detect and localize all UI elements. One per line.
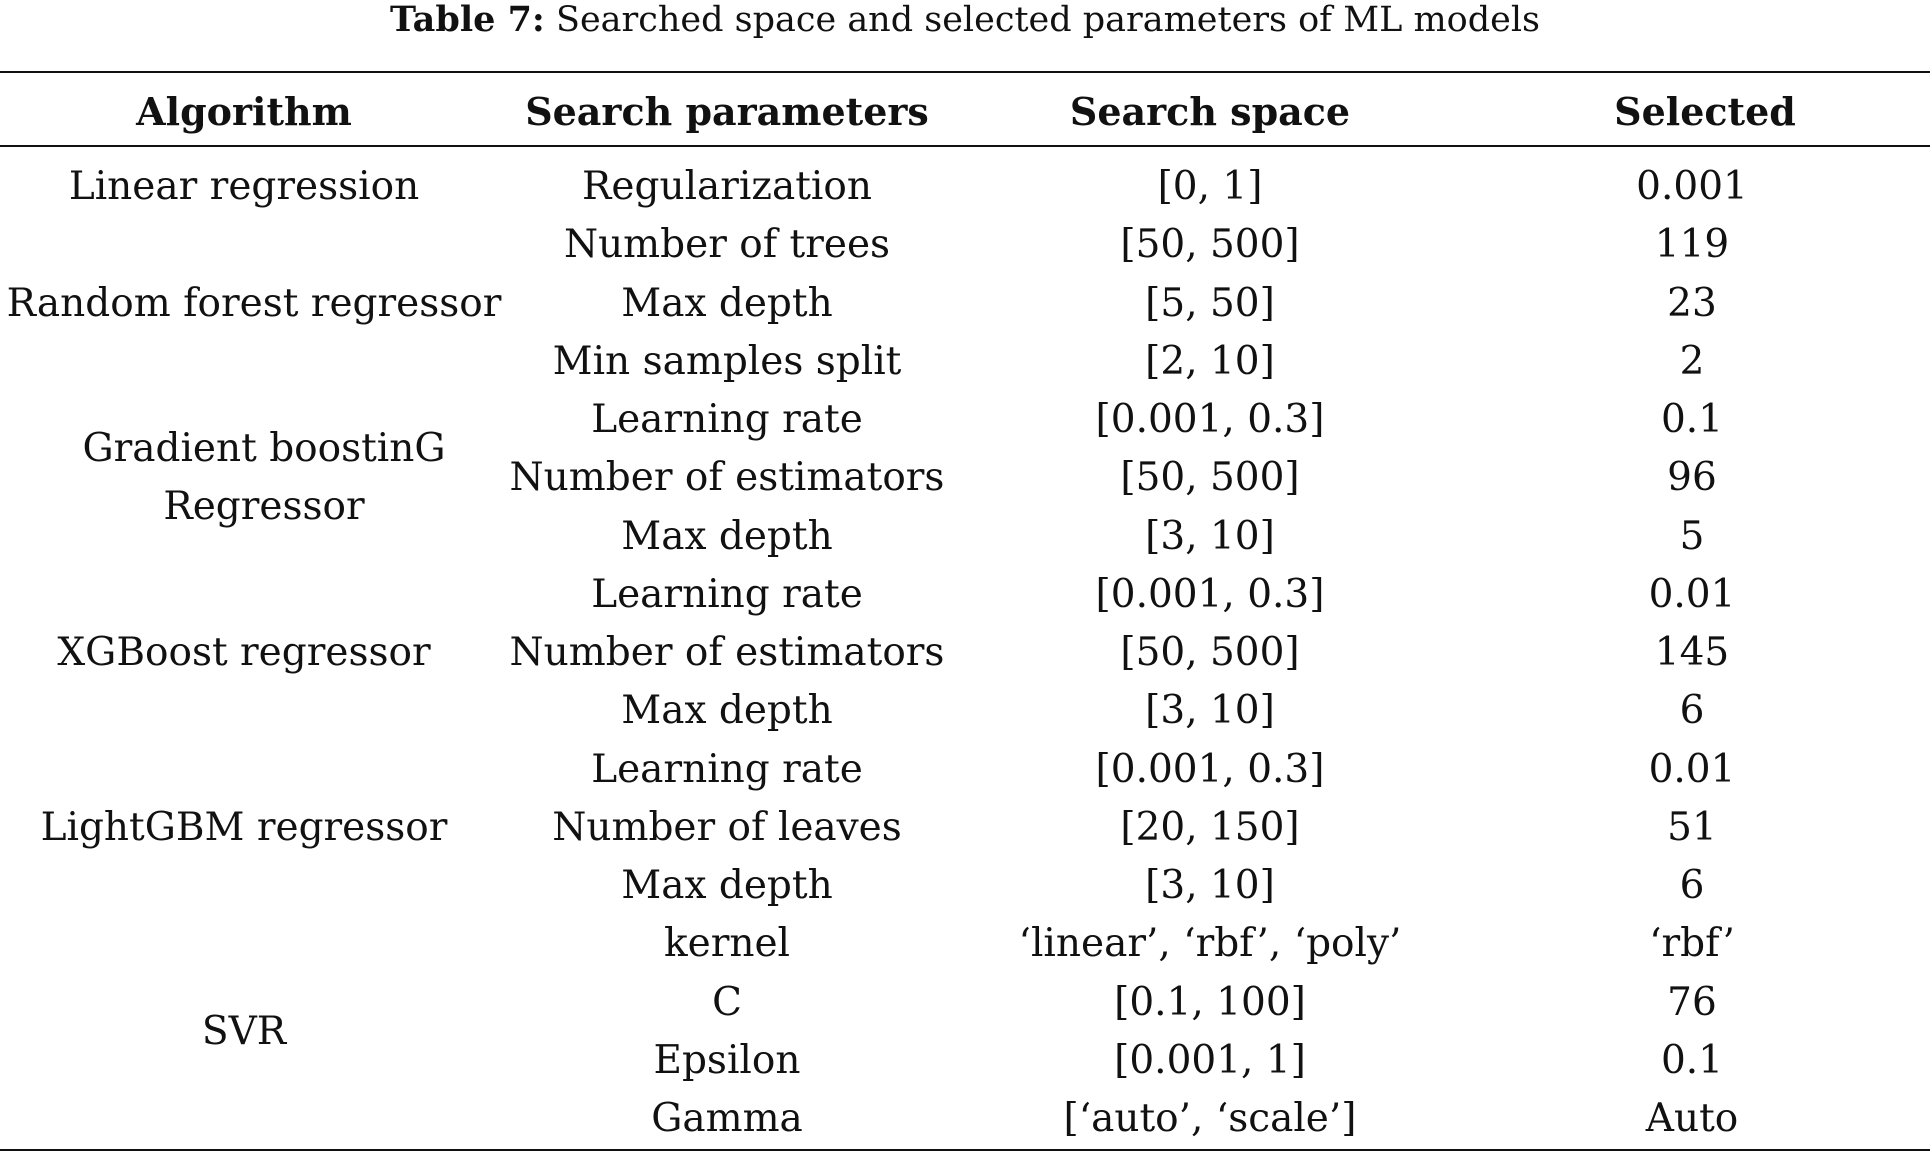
algorithm-label-line: Random forest regressor [6, 280, 502, 326]
table-caption [0, 0, 1930, 40]
cell-search-parameter: Learning rate [591, 571, 863, 617]
cell-search-parameter: Max depth [621, 863, 833, 909]
cell-selected: ‘rbf’ [1649, 921, 1735, 967]
caption-label: Table 7: [389, 0, 545, 40]
cell-search-space: [50, 500] [1120, 455, 1300, 501]
cell-search-space: [50, 500] [1120, 222, 1300, 268]
cell-search-space: [3, 10] [1145, 513, 1275, 559]
cell-search-space: [0.1, 100] [1114, 979, 1306, 1025]
cell-selected: 6 [1679, 863, 1705, 909]
cell-algorithm [69, 158, 419, 216]
cell-search-parameter: Max depth [621, 280, 833, 326]
header-selected: Selected [1614, 89, 1796, 134]
cell-selected: 0.01 [1648, 571, 1736, 617]
cell-selected: 0.1 [1660, 397, 1724, 443]
cell-selected: Auto [1645, 1096, 1739, 1142]
cell-search-space: [0.001, 0.3] [1095, 397, 1325, 443]
cell-selected: 2 [1679, 338, 1705, 384]
cell-search-parameter: Regularization [582, 164, 872, 210]
cell-search-space: [5, 50] [1145, 280, 1275, 326]
cell-selected: 96 [1667, 455, 1717, 501]
cell-selected: 145 [1654, 630, 1730, 676]
header-search-parameters: Search parameters [525, 89, 929, 134]
cell-selected: 6 [1679, 688, 1705, 734]
cell-selected: 0.001 [1636, 164, 1748, 210]
top-rule [0, 71, 1930, 73]
cell-search-parameter: Number of estimators [509, 455, 945, 501]
cell-search-parameter: Number of trees [563, 222, 891, 268]
cell-search-space: [‘auto’, ‘scale’] [1063, 1096, 1357, 1142]
cell-search-space: [20, 150] [1120, 804, 1300, 850]
algorithm-label-line: XGBoost regressor [57, 630, 431, 676]
cell-algorithm [202, 1003, 286, 1061]
cell-search-parameter: Epsilon [653, 1037, 801, 1083]
caption-text: Searched space and selected parameters of ML models [544, 0, 1541, 40]
cell-selected: 23 [1667, 280, 1717, 326]
header-search-space: Search space [1069, 89, 1351, 134]
cell-search-space: [2, 10] [1145, 338, 1275, 384]
algorithm-label-line: LightGBM regressor [40, 804, 448, 850]
cell-search-parameter: Number of estimators [509, 630, 945, 676]
cell-search-space: [0, 1] [1157, 164, 1263, 210]
algorithm-label-line: Regressor [163, 484, 365, 530]
cell-search-space: [0.001, 0.3] [1095, 571, 1325, 617]
cell-algorithm [7, 275, 502, 333]
algorithm-label-line: SVR [201, 1008, 287, 1054]
cell-algorithm [57, 624, 430, 682]
cell-search-space: [3, 10] [1145, 688, 1275, 734]
cell-search-parameter: Learning rate [591, 397, 863, 443]
cell-selected: 51 [1667, 804, 1717, 850]
cell-search-parameter: Number of leaves [552, 804, 902, 850]
cell-search-parameter: kernel [663, 921, 791, 967]
cell-search-space: [50, 500] [1120, 630, 1300, 676]
cell-search-space: [0.001, 1] [1114, 1037, 1306, 1083]
cell-search-space: [0.001, 0.3] [1095, 746, 1325, 792]
cell-selected: 0.1 [1660, 1037, 1724, 1083]
cell-selected: 0.01 [1648, 746, 1736, 792]
cell-search-parameter: Learning rate [591, 746, 863, 792]
algorithm-label-line: Gradient boostinG [82, 426, 446, 472]
cell-selected: 119 [1654, 222, 1730, 268]
bottom-rule [0, 1149, 1930, 1151]
algorithm-label-line: Linear regression [68, 164, 420, 210]
cell-search-parameter: Min samples split [552, 338, 902, 384]
cell-algorithm [82, 420, 445, 536]
cell-search-space: ‘linear’, ‘rbf’, ‘poly’ [1018, 921, 1402, 967]
cell-algorithm [41, 799, 448, 857]
cell-search-space: [3, 10] [1145, 863, 1275, 909]
cell-search-parameter: Max depth [621, 513, 833, 559]
cell-selected: 5 [1679, 513, 1705, 559]
header-rule [0, 145, 1930, 147]
cell-search-parameter: Gamma [651, 1096, 803, 1142]
header-algorithm: Algorithm [136, 89, 352, 134]
cell-search-parameter: C [712, 979, 742, 1025]
cell-search-parameter: Max depth [621, 688, 833, 734]
cell-selected: 76 [1667, 979, 1717, 1025]
